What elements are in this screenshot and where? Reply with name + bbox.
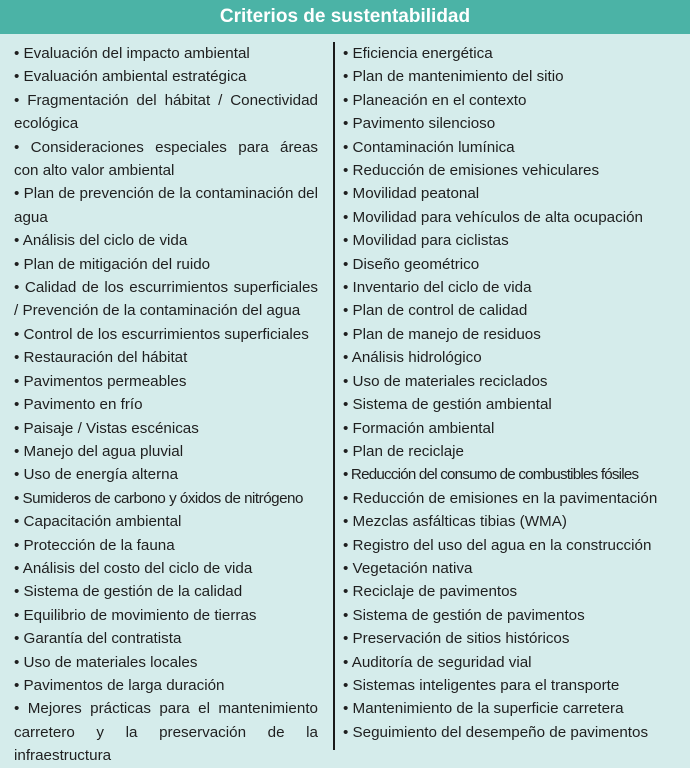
list-item: • Pavimento en frío (14, 396, 143, 414)
list-item: • Plan de manejo de residuos (343, 325, 541, 343)
list-item: • Reducción del consumo de combustibles fósiles (343, 466, 639, 484)
list-item: • Sistemas inteligentes para el transporte (343, 676, 620, 694)
list-item: • Plan de reciclaje (343, 442, 464, 460)
list-item: • Uso de materiales reciclados (343, 372, 548, 390)
list-item: • Análisis del costo del ciclo de vida (14, 559, 253, 577)
list-item: • Control de los escurrimientos superficiales (14, 325, 309, 343)
list-item: • Sumideros de carbono y óxidos de nitrógeno (14, 489, 303, 507)
list-item: • Sistema de gestión ambiental (343, 396, 552, 414)
list-item: • Equilibrio de movimiento de tierras (14, 606, 257, 624)
list-item: • Pavimentos de larga duración (14, 676, 225, 694)
list-item: • Pavimento silencioso (343, 115, 496, 133)
list-item: • Mejores prácticas para el mantenimiento carretero y la preservación de la infraestructura (14, 700, 318, 765)
list-item: • Reciclaje de pavimentos (343, 583, 518, 601)
list-item: • Plan de mitigación del ruido (14, 255, 211, 273)
list-item: • Contaminación lumínica (343, 138, 515, 156)
list-item: • Preservación de sitios históricos (343, 630, 570, 648)
list-item: • Vegetación nativa (343, 559, 473, 577)
right-criteria-list (343, 42, 673, 744)
table-title: Criterios de sustentabilidad (0, 0, 690, 34)
list-item: • Diseño geométrico (343, 255, 480, 273)
list-item: • Registro del uso del agua en la construcción (343, 536, 652, 554)
list-item: • Eficiencia energética (343, 45, 493, 62)
list-item: • Evaluación del impacto ambiental (14, 45, 250, 62)
list-item: • Análisis del ciclo de vida (14, 232, 188, 250)
list-item: • Fragmentación del hábitat / Conectividad ecológica (14, 91, 318, 133)
list-item: • Movilidad para ciclistas (343, 232, 509, 250)
column-divider (333, 42, 335, 750)
left-criteria-list (14, 42, 318, 768)
list-item: • Capacitación ambiental (14, 513, 182, 531)
list-item: • Inventario del ciclo de vida (343, 279, 532, 297)
list-item: • Plan de control de calidad (343, 302, 528, 320)
list-item: • Auditoría de seguridad vial (343, 653, 532, 671)
list-item: • Uso de energía alterna (14, 466, 179, 484)
list-item: • Análisis hidrológico (343, 349, 482, 367)
list-item: • Paisaje / Vistas escénicas (14, 419, 199, 437)
list-item: • Plan de mantenimiento del sitio (343, 68, 564, 86)
list-item: • Restauración del hábitat (14, 349, 188, 367)
list-item: • Mantenimiento de la superficie carretera (343, 700, 624, 718)
list-item: • Pavimentos permeables (14, 372, 187, 390)
list-item: • Plan de prevención de la contaminación del agua (14, 185, 318, 226)
list-item: • Seguimiento del desempeño de pavimentos (343, 723, 649, 741)
list-item: • Consideraciones especiales para áreas con alto valor ambiental (14, 138, 318, 180)
list-item: • Movilidad para vehículos de alta ocupación (343, 208, 643, 226)
list-item: • Uso de materiales locales (14, 653, 198, 671)
list-item: • Mezclas asfálticas tibias (WMA) (343, 513, 567, 531)
list-item: • Calidad de los escurrimientos superficiales / Prevención de la contaminación del agua (14, 279, 318, 320)
list-item: • Evaluación ambiental estratégica (14, 68, 247, 86)
list-item: • Planeación en el contexto (343, 91, 527, 109)
list-item: • Manejo del agua pluvial (14, 442, 184, 460)
list-item: • Sistema de gestión de pavimentos (343, 606, 585, 624)
list-item: • Protección de la fauna (14, 536, 175, 554)
list-item: • Reducción de emisiones en la pavimentación (343, 489, 658, 507)
list-item: • Formación ambiental (343, 419, 495, 437)
list-item: • Garantía del contratista (14, 630, 182, 648)
list-item: • Movilidad peatonal (343, 185, 480, 203)
list-item: • Sistema de gestión de la calidad (14, 583, 243, 601)
list-item: • Reducción de emisiones vehiculares (343, 162, 600, 180)
